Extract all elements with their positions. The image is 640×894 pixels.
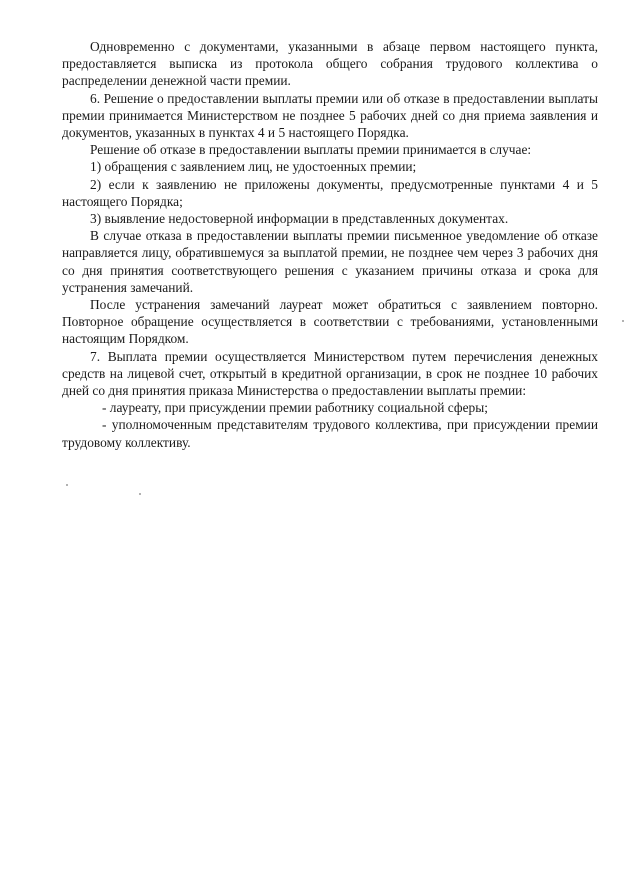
list-item-3: 3) выявление недостоверной информации в представленных документах. — [90, 211, 509, 227]
scan-speck — [139, 493, 141, 495]
paragraph-refusal-cases-intro: Решение об отказе в предоставлении выплаты премии принимается в случае: — [90, 142, 532, 158]
dash-item-laureate: - лауреату, при присуждении премии работнику социальной сферы; — [102, 400, 488, 416]
list-item-2: 2) если к заявлению не приложены документы, предусмотренные пунктами 4 и 5 настоящего Порядка; — [62, 176, 598, 209]
dash-item-collective: - уполномоченным представителям трудового коллектива, при присуждении премии трудовому коллективу. — [62, 417, 598, 450]
paragraph-extract-protocol: Одновременно с документами, указанными в абзаце первом настоящего пункта, предоставляется выписка из протокола общего собрания трудового коллектива о распределении денежной части премии. — [62, 39, 598, 89]
paragraph-refusal-notice: В случае отказа в предоставлении выплаты премии письменное уведомление об отказе направляется лицу, обратившемуся за выплатой премии, не позднее чем через 3 рабочих дня со дня принятия соответствующего решения с указанием причины отказа и срока для устранения замечаний. — [62, 228, 598, 295]
document-body — [62, 38, 598, 451]
paragraph-repeat-application: После устранения замечаний лауреат может обратиться с заявлением повторно. Повторное обращение осуществляется в соответствии с требованиями, установленными настоящим Порядком. — [62, 297, 598, 347]
paragraph-item-6: 6. Решение о предоставлении выплаты премии или об отказе в предоставлении выплаты премии принимается Министерством не позднее 5 рабочих дней со дня приема заявления и документов, указанных в пунктах 4 и 5 настоящего Порядка. — [62, 90, 598, 141]
scan-speck — [66, 484, 68, 486]
list-item-1: 1) обращения с заявлением лиц, не удостоенных премии; — [90, 159, 417, 175]
paragraph-item-7: 7. Выплата премии осуществляется Министерством путем перечисления денежных средств на лицевой счет, открытый в кредитной организации, в срок не позднее 10 рабочих дней со дня принятия приказа Министерства о предоставлении выплаты премии: — [62, 348, 598, 399]
scan-speck — [622, 320, 624, 322]
